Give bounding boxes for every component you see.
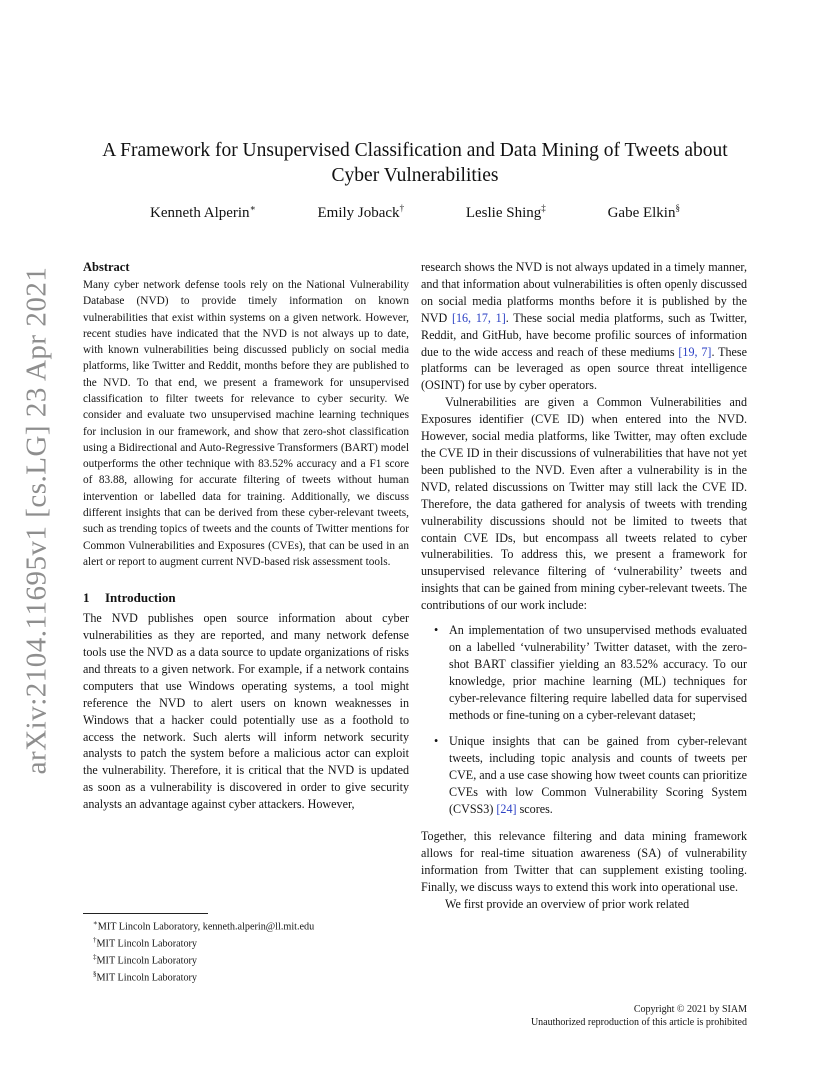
footnote-divider <box>83 913 208 914</box>
intro-paragraph: The NVD publishes open source information about cyber vulnerabilities as they are reported, and many network defense tools use the NVD as a data source to update organizations of risks and threats to a given network. For example, if a network contains computers that use Windows operating systems, a tool might reference the NVD to alert users on known weaknesses in Windows that a hacker could potentially use as a foothold to access the network. Such alerts will inform network security analysts to patch the system before a malicious actor can exploit the vulnerability. Therefore, it is critical that the NVD is updated as soon as a vulnerability is discovered in order to give security analysts an advantage against cyber attackers. However, <box>83 611 409 812</box>
citation-link[interactable]: [19, 7] <box>678 344 712 359</box>
citation-link[interactable]: [24] <box>496 802 517 817</box>
intro-paragraph: We first provide an overview of prior work related <box>445 896 690 911</box>
footnote: §MIT Lincoln Laboratory <box>93 970 198 984</box>
abstract-heading: Abstract <box>83 260 130 274</box>
arxiv-stamp-text: arXiv:2104.11695v1 [cs.LG] 23 Apr 2021 <box>20 266 53 774</box>
paper-title: A Framework for Unsupervised Classification and Data Mining of Tweets about Cyber Vulnerabilities <box>102 140 728 186</box>
left-column <box>83 259 409 813</box>
intro-paragraph: Together, this relevance filtering and data mining framework allows for real-time situation awareness (SA) of vulnerability information from Twitter that can supplement existing tooling. Finally, we discuss ways to extend this work into operational use. <box>421 829 747 894</box>
copyright-notice <box>430 1004 747 1029</box>
footnote: ∗MIT Lincoln Laboratory, kenneth.alperin@ll.mit.edu <box>93 919 315 933</box>
copyright-line: Unauthorized reproduction of this article is prohibited <box>530 1016 747 1028</box>
arxiv-identifier-stamp <box>20 266 53 774</box>
bullet-icon: • <box>434 734 439 749</box>
right-column <box>421 259 747 913</box>
copyright-line: Copyright © 2021 by SIAM <box>633 1004 747 1015</box>
footnote: †MIT Lincoln Laboratory <box>93 936 198 950</box>
author: Leslie Shing‡ <box>465 203 546 221</box>
author: Emily Joback† <box>317 203 405 221</box>
intro-paragraph: research shows the NVD is not always updated in a timely manner, and that information about vulnerabilities is often openly discussed on social media platforms months before it is published by the NVD [16, 17, 1]. These social media platforms, such as Twitter, Reddit, and GitHub, have become profilic sources of information due to the wide access and reach of these mediums [19, 7]. These platforms can be leveraged as open source threat intelligence (OSINT) for use by cyber operators. <box>421 260 747 393</box>
citation-link[interactable]: [16, 17, 1] <box>451 310 506 325</box>
author-list <box>150 203 680 222</box>
footnote: ‡MIT Lincoln Laboratory <box>93 953 198 967</box>
list-item: • An implementation of two unsupervised methods evaluated on a labelled ‘vulnerability’ Twitter dataset, with the zero-shot BART classifier yielding an 83.52% accuracy. To our knowledge, prior machine learning (ML) techniques for cyber-relevance filtering require labelled data for supervised methods or fine-tuning on a cyber-relevant dataset; <box>434 623 747 722</box>
list-item: • Unique insights that can be gained from cyber-relevant tweets, including topic analysis and counts of tweets per CVE, and a use case showing how tweet counts can prioritize CVEs with low Common Vulnerability Scoring System (CVSS3) [24] scores. <box>434 734 747 817</box>
author: Kenneth Alperin∗ <box>150 203 256 221</box>
abstract-text: Many cyber network defense tools rely on the National Vulnerability Database (NVD) to provide timely information on known vulnerabilities that exist within systems on a given network. However, recent studies have indicated that the NVD is not always up to date, with known vulnerabilities being discussed publicly on social media platforms, like Twitter and Reddit, months before they are published to the NVD. To that end, we present a framework for unsupervised classification to filter tweets for relevance to cyber security. We consider and evaluate two unsupervised machine learning techniques for inclusion in our framework, and show that zero-shot classification using a Bidirectional and Auto-Regressive Transformers (BART) model outperforms the other technique with 83.52% accuracy and a F1 score of 83.88, allowing for accurate filtering of tweets without human intervention or labelled data for training. Additionally, we discuss different insights that can be derived from these cyber-relevant tweets, such as trending topics of tweets and the counts of Twitter mentions for Common Vulnerabilities and Exposures (CVEs), that can be used in an alert or report to augment current NVD-based risk assessment tools. <box>83 278 409 568</box>
section-title: Introduction <box>105 590 176 606</box>
section-number: 1 <box>83 590 90 606</box>
bullet-icon: • <box>434 623 439 638</box>
contributions-list <box>421 622 747 818</box>
footnotes <box>83 917 413 985</box>
section-heading-introduction <box>83 590 409 607</box>
intro-paragraph: Vulnerabilities are given a Common Vulnerabilities and Exposures identifier (CVE ID) when entered into the NVD. However, social media platforms, like Twitter, may often exclude the CVE ID in their discussions of vulnerabilities that have not yet been published to the NVD. Even after a vulnerability is in the NVD, related discussions on Twitter may still lack the CVE ID. Therefore, the data gathered for analysis of tweets with trending vulnerability discussions should not be limited to tweets that contain CVE IDs, but encompass all tweets related to cyber vulnerabilities. To address this, we present a framework for unsupervised relevance filtering of ‘vulnerability’ tweets and insights that can be gained from mining cyber-relevant tweets. The contributions of our work include: <box>421 395 747 613</box>
author: Gabe Elkin§ <box>607 203 680 221</box>
